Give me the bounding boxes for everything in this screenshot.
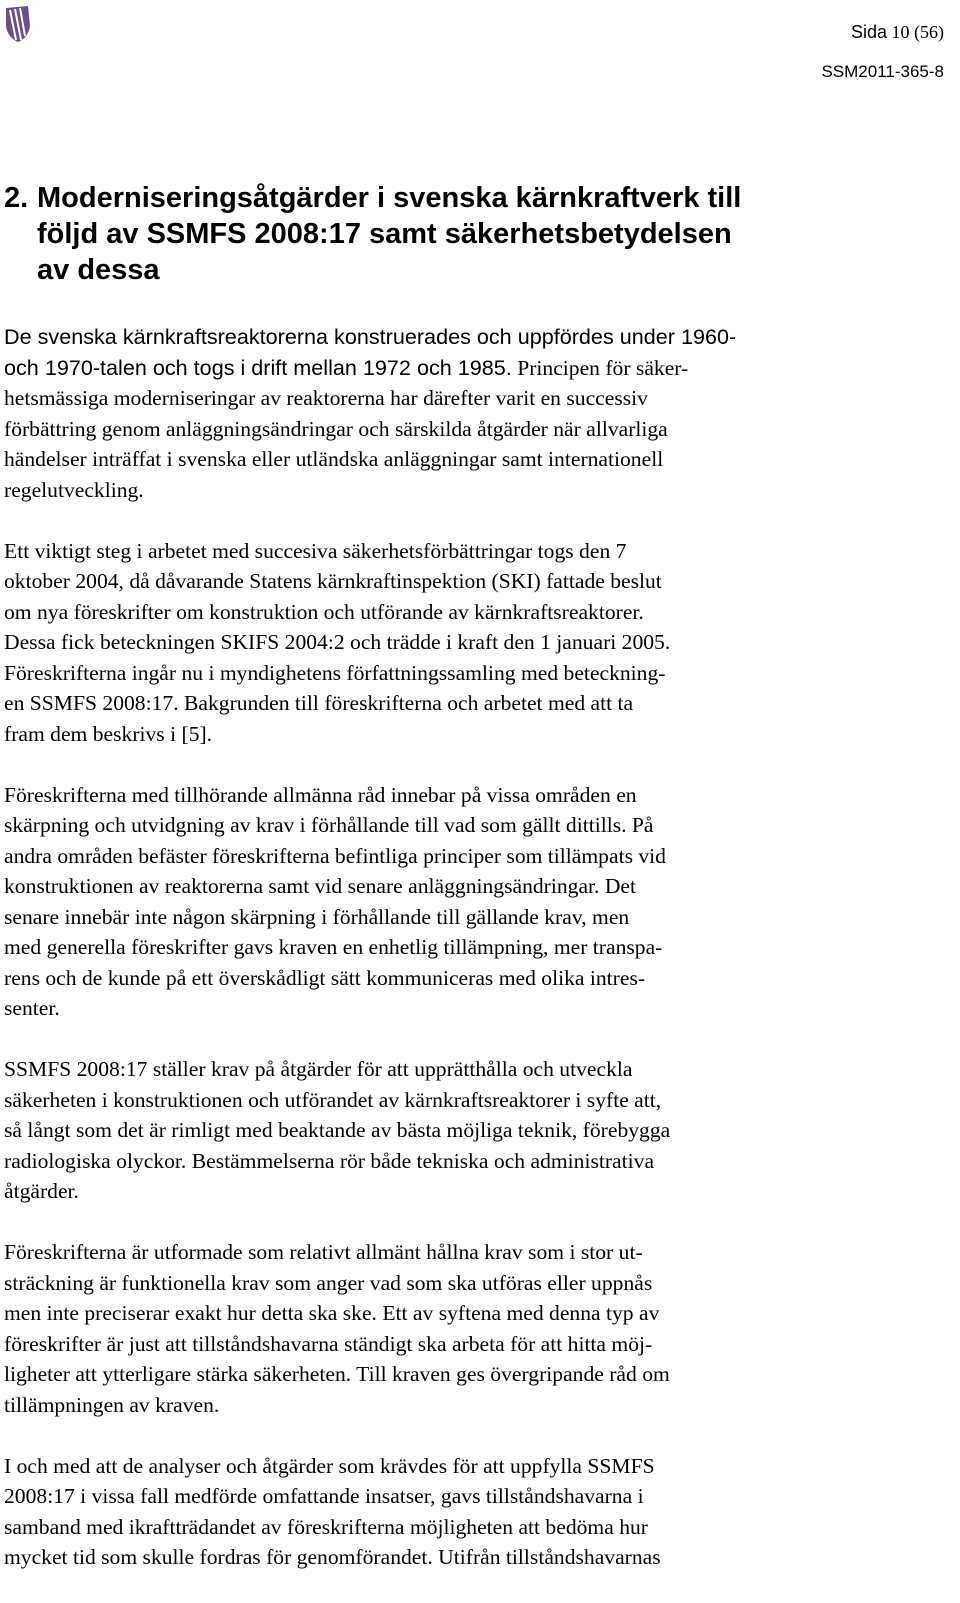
paragraph-line: senare innebär inte någon skärpning i förhållande till gällande krav, men bbox=[4, 904, 630, 929]
paragraph-line: fram dem beskrivs i [5]. bbox=[4, 721, 213, 746]
paragraph-line: förbättring genom anläggningsändringar och särskilda åtgärder när allvarliga bbox=[4, 416, 668, 441]
paragraph-line: 2008:17 i vissa fall medförde omfattande insatser, gavs tillståndshavarna i bbox=[4, 1484, 644, 1508]
paragraph bbox=[4, 322, 824, 505]
paragraph bbox=[4, 1451, 824, 1573]
paragraph-line: skärpning och utvidgning av krav i förhållande till vad som gällt dittills. På bbox=[4, 813, 654, 837]
paragraph bbox=[4, 1237, 824, 1420]
page-word: Sida bbox=[850, 22, 887, 42]
paragraph bbox=[4, 536, 824, 750]
paragraph-line: I och med att de analyser och åtgärder som krävdes för att uppfylla SSMFS bbox=[4, 1453, 655, 1478]
paragraph-line: SSMFS 2008:17 ställer krav på åtgärder för att upprätthålla och utveckla bbox=[4, 1057, 633, 1081]
paragraph-line: samband med ikraftträdandet av föreskrifterna möjligheten att bedöma hur bbox=[4, 1514, 648, 1539]
heading-line: följd av SSMFS 2008:17 samt säkerhetsbetydelsen bbox=[37, 218, 732, 250]
paragraph-line: Dessa fick beteckningen SKIFS 2004:2 och trädde i kraft den 1 januari 2005. bbox=[4, 630, 671, 654]
paragraph-line: rens och de kunde på ett överskådligt sätt kommuniceras med olika intres- bbox=[4, 965, 646, 990]
paragraph-line: men inte preciserar exakt hur detta ska ske. Ett av syftena med denna typ av bbox=[4, 1301, 660, 1325]
paragraph-line: så långt som det är rimligt med beaktande av bästa möjliga teknik, förebygga bbox=[4, 1118, 671, 1142]
paragraph-line: ligheter att ytterligare stärka säkerheten. Till kraven ges övergripande råd om bbox=[4, 1362, 670, 1386]
section-number: 2. bbox=[4, 182, 29, 214]
paragraph-line: en SSMFS 2008:17. Bakgrunden till föreskrifterna och arbetet med att ta bbox=[4, 691, 634, 715]
paragraph-line: De svenska kärnkraftsreaktorerna konstruerades och uppfördes under 1960- bbox=[4, 324, 737, 349]
paragraph-line: föreskrifter är just att tillståndshavarna ständigt ska arbeta för att hitta möj- bbox=[4, 1331, 653, 1356]
paragraph-line: mycket tid som skulle fordras för genomförandet. Utifrån tillståndshavarnas bbox=[4, 1545, 661, 1569]
heading-line: Moderniseringsåtgärder i svenska kärnkraftverk till bbox=[37, 182, 742, 214]
paragraph-line: Föreskrifterna med tillhörande allmänna råd innebar på vissa områden en bbox=[4, 782, 637, 807]
paragraph-line-part: och 1970-talen och togs i drift mellan 1972 och 1985. bbox=[4, 354, 512, 380]
ssm-logo bbox=[4, 4, 32, 44]
paragraph-line: Ett viktigt steg i arbetet med succesiva säkerhetsförbättringar togs den 7 bbox=[4, 538, 627, 563]
paragraph bbox=[4, 780, 824, 1024]
paragraph bbox=[4, 1054, 824, 1207]
section-title bbox=[37, 180, 837, 288]
paragraph-line: oktober 2004, då dåvarande Statens kärnkraftinspektion (SKI) fattade beslut bbox=[4, 569, 662, 593]
section-heading bbox=[4, 180, 904, 288]
paragraph-line: hetsmässiga moderniseringar av reaktorerna har därefter varit en successiv bbox=[4, 386, 648, 410]
paragraph-line: om nya föreskrifter om konstruktion och utförande av kärnkraftsreaktorer. bbox=[4, 599, 644, 624]
paragraph-line: med generella föreskrifter gavs kraven en enhetlig tillämpning, mer transpa- bbox=[4, 935, 663, 959]
paragraph-line: händelser inträffat i svenska eller utländska anläggningar samt internationell bbox=[4, 447, 664, 471]
paragraph-line: Föreskrifterna ingår nu i myndighetens författningssamling med beteckning- bbox=[4, 660, 666, 685]
heading-line: av dessa bbox=[37, 254, 160, 286]
page-count: 10 (56) bbox=[891, 22, 944, 42]
paragraph-line: sträckning är funktionella krav som anger vad som ska utföras eller uppnås bbox=[4, 1270, 653, 1295]
document-body bbox=[4, 322, 824, 1603]
paragraph-line: senter. bbox=[4, 996, 60, 1020]
page-number bbox=[851, 22, 944, 43]
document-id: SSM2011-365-8 bbox=[821, 62, 944, 81]
paragraph-line: andra områden befäster föreskrifterna befintliga principer som tillämpats vid bbox=[4, 843, 666, 868]
paragraph-line: säkerheten i konstruktionen och utförandet av kärnkraftsreaktorer i syfte att, bbox=[4, 1087, 662, 1112]
paragraph-line: regelutveckling. bbox=[4, 477, 144, 502]
paragraph-line: tillämpningen av kraven. bbox=[4, 1392, 220, 1417]
paragraph-line: åtgärder. bbox=[4, 1179, 79, 1203]
paragraph-line bbox=[4, 353, 824, 384]
paragraph-line: Föreskrifterna är utformade som relativt allmänt hållna krav som i stor ut- bbox=[4, 1240, 643, 1264]
paragraph-line-part: Principen för säker- bbox=[511, 355, 689, 380]
paragraph-line: radiologiska olyckor. Bestämmelserna rör både tekniska och administrativa bbox=[4, 1148, 655, 1173]
paragraph-line: konstruktionen av reaktorerna samt vid senare anläggningsändringar. Det bbox=[4, 874, 637, 898]
